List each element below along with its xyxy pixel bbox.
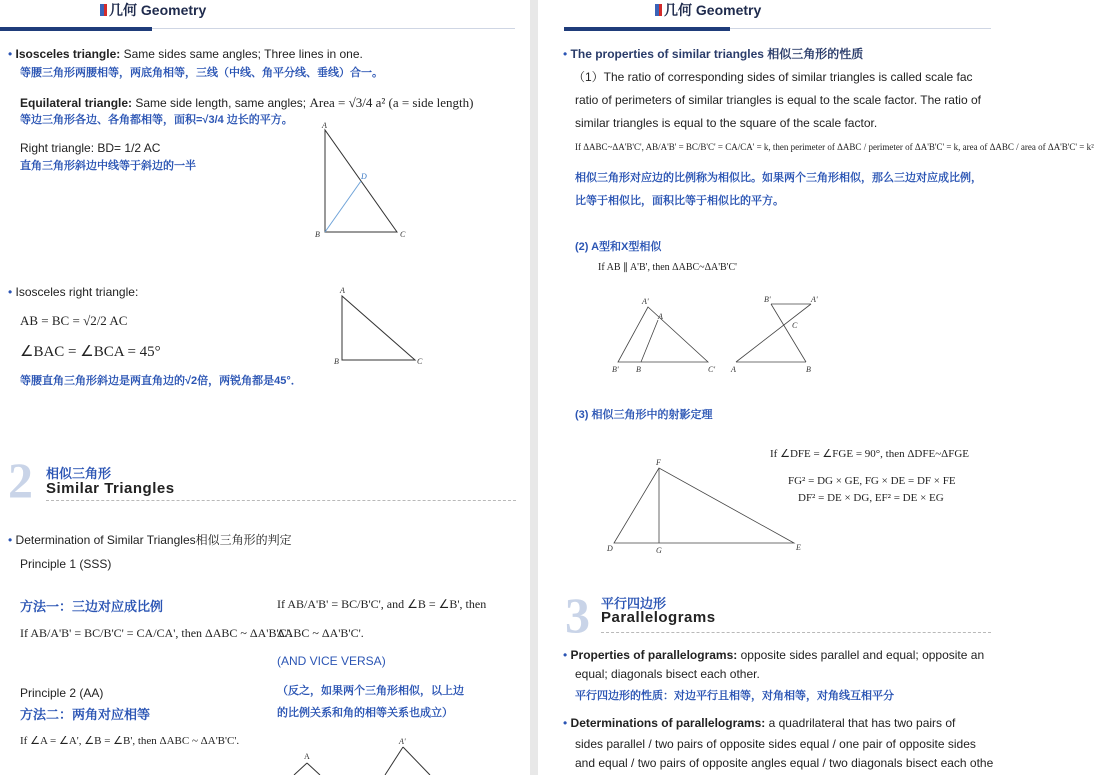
section-title-cn: 平行四边形: [601, 596, 667, 611]
props-text-3: similar triangles is equal to the square of the scale factor.: [575, 116, 878, 130]
para-props-line-2: equal; diagonals bisect each other.: [575, 667, 760, 681]
principle-1: Principle 1 (SSS): [20, 557, 112, 571]
sub3-formula-2: DF² = DE × DG, EF² = DE × EG: [798, 492, 944, 504]
method-2-formula: If ∠A = ∠A', ∠B = ∠B', then ΔABC ~ ΔA'B'C'.: [20, 735, 240, 747]
header-rule: [730, 28, 991, 29]
props-title: • The properties of similar triangles 相似三角形的性质: [563, 47, 864, 61]
sub3-condition: If ∠DFE = ∠FGE = 90°, then ΔDFE~ΔFGE: [770, 448, 970, 460]
iso-right-figure: [330, 288, 425, 366]
section-number: 2: [8, 452, 33, 508]
point-label: A: [304, 752, 310, 761]
equilateral-cn: 等边三角形各边、各角都相等，面积=√3/4 边长的平方。: [20, 114, 293, 126]
principle-2: Principle 2 (AA): [20, 686, 104, 700]
projection-figure: [604, 458, 804, 558]
point-label: B: [636, 365, 641, 374]
point-label: A: [731, 365, 736, 374]
section-divider: [46, 500, 516, 501]
props-cn-1: 相似三角形对应边的比例称为相似比。如果两个三角形相似，那么三边对应成比例，: [575, 172, 982, 184]
props-formula: If ΔABC~ΔA'B'C', AB/A'B' = BC/B'C' = CA/CA' = k, then perimeter of ΔABC / perimeter of ΔA'B'C' = k, area of ΔABC / area of ΔA'B'C' = k²: [575, 142, 1094, 152]
iso-right-cn: 等腰直角三角形斜边是两直角边的√2倍，两锐角都是45°．: [20, 375, 302, 387]
para-props-line: • Properties of parallelograms: opposite sides parallel and equal; opposite an: [563, 648, 985, 662]
cn-note-1: （反之，如果两个三角形相似，以上边: [277, 685, 464, 697]
flag-icon: [100, 4, 107, 16]
para-det-line-2: sides parallel / two pairs of opposite sides equal / one pair of opposite sides: [575, 737, 976, 751]
section-title-cn: 相似三角形: [46, 466, 112, 481]
point-label: C: [792, 321, 798, 330]
point-label: A': [811, 295, 818, 304]
a-type-figure: [608, 292, 718, 382]
sub3-title: (3) 相似三角形中的射影定理: [575, 409, 713, 421]
sas-result: ΔABC ~ ΔA'B'C'.: [277, 626, 364, 640]
section-title-en: Similar Triangles: [46, 480, 175, 497]
section-divider: [601, 632, 991, 633]
header-rule: [152, 28, 515, 29]
page-gutter: [530, 0, 538, 775]
point-label: B: [315, 230, 320, 239]
method-1: 方法一：三边对应成比例: [20, 599, 164, 614]
determination-line: • Determination of Similar Triangles相似三角形的判定: [8, 533, 292, 547]
point-label: A': [399, 737, 406, 746]
props-cn-2: 比等于相似比，面积比等于相似比的平方。: [575, 195, 784, 207]
section-number: 3: [565, 587, 590, 643]
point-label: D: [361, 172, 367, 181]
section-title-en: Parallelograms: [601, 609, 716, 626]
sub2-title: (2) A型和X型相似: [575, 241, 662, 253]
right-page: [538, 0, 1094, 775]
iso-right-formula1: AB = BC = √2/2 AC: [20, 313, 128, 328]
para-det-line: • Determinations of parallelograms: a quadrilateral that has two pairs of: [563, 716, 956, 730]
props-text-1: （1）The ratio of corresponding sides of similar triangles is called scale fac: [573, 70, 973, 84]
point-label: C': [708, 365, 716, 374]
flag-icon: [655, 4, 662, 16]
para-det-line-3: and equal / two pairs of opposite angles equal / two diagonals bisect each othe: [575, 756, 994, 770]
left-page: [0, 0, 530, 775]
aa-triangles-figure: [290, 735, 440, 775]
point-label: B': [612, 365, 619, 374]
point-label: G: [656, 546, 662, 555]
method-1-formula: If AB/A'B' = BC/B'C' = CA/CA', then ΔABC ~ ΔA'B'C'.: [20, 626, 292, 640]
point-label: A: [322, 121, 327, 130]
iso-right-formula2: ∠BAC = ∠BCA = 45°: [20, 344, 161, 360]
x-type-figure: [731, 292, 831, 382]
sub2-formula: If AB ∥ A'B', then ΔABC~ΔA'B'C': [598, 262, 737, 273]
point-label: F: [656, 458, 661, 467]
point-label: A': [642, 297, 649, 306]
point-label: B': [764, 295, 771, 304]
vice-versa: (AND VICE VERSA): [277, 654, 386, 668]
cn-note-2: 的比例关系和角的相等关系也成立）: [277, 707, 453, 719]
header-bar: [564, 27, 730, 31]
page-header: 几何 Geometry: [655, 0, 761, 20]
point-label: A: [340, 286, 345, 295]
equilateral-line: Equilateral triangle: Same side length, same angles; Area = √3/4 a² (a = side length): [20, 95, 474, 110]
isosceles-line: • Isosceles triangle: Same sides same angles; Three lines in one.: [8, 47, 363, 61]
props-text-2: ratio of perimeters of similar triangles is equal to the scale factor. The ratio of: [575, 93, 981, 107]
point-label: D: [607, 544, 613, 553]
point-label: C: [400, 230, 406, 239]
method-2: 方法二：两角对应相等: [20, 707, 151, 722]
right-triangle-line: Right triangle: BD= 1/2 AC: [20, 141, 161, 155]
sub3-formula-1: FG² = DG × GE, FG × DE = DF × FE: [788, 475, 956, 487]
point-label: C: [417, 357, 423, 366]
para-props-cn: 平行四边形的性质：对边平行且相等，对角相等，对角线互相平分: [575, 690, 894, 702]
right-triangle-cn: 直角三角形斜边中线等于斜边的一半: [20, 160, 196, 172]
page-header: 几何 Geometry: [100, 0, 206, 20]
point-label: A: [658, 312, 663, 321]
isosceles-cn: 等腰三角形两腰相等，两底角相等，三线（中线、角平分线、垂线）合一。: [20, 67, 383, 79]
point-label: B: [334, 357, 339, 366]
point-label: B: [806, 365, 811, 374]
iso-right-line: • Isosceles right triangle:: [8, 285, 139, 299]
point-label: E: [796, 543, 801, 552]
right-triangle-figure: [305, 122, 405, 237]
header-bar: [0, 27, 152, 31]
sas-formula: If AB/A'B' = BC/B'C', and ∠B = ∠B', then: [277, 597, 487, 611]
